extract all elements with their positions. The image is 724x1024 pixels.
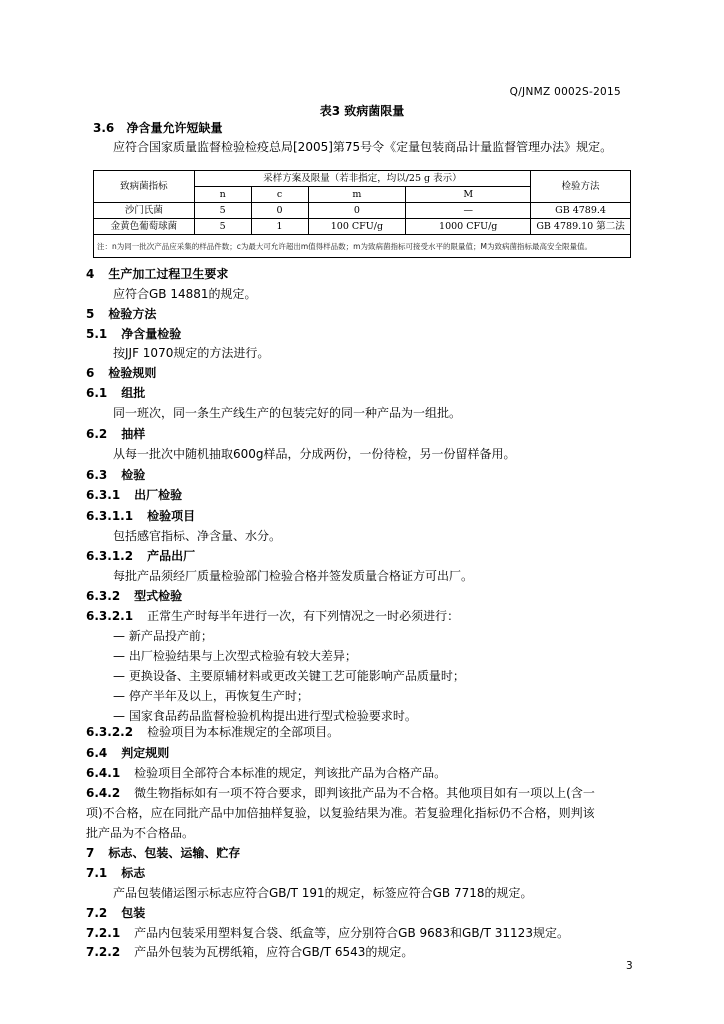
section-number: 6.3.1	[86, 488, 121, 502]
section-title: 净含量允许短缺量	[126, 121, 223, 135]
body-text: 应符合GB 14881的规定。	[113, 287, 257, 301]
section-heading	[86, 845, 240, 861]
body-text: 产品包装储运图示标志应符合GB/T 191的规定，标签应符合GB 7718的规定。	[113, 886, 533, 900]
section-title: 产品出厂	[147, 549, 196, 563]
body-text: 包括感官指标、净含量、水分。	[113, 529, 282, 543]
section-title: 检验规则	[108, 366, 157, 380]
page-number: 3	[626, 960, 633, 972]
clause-text: 正常生产时每半年进行一次，有下列情况之一时必须进行：	[147, 609, 460, 623]
numbered-paragraph	[86, 925, 569, 941]
clause-number: 7.2.1	[86, 926, 121, 940]
section-title: 标志、包装、运输、贮存	[108, 846, 241, 860]
standard-code: Q/JNMZ 0002S-2015	[509, 86, 621, 98]
section-heading	[86, 426, 145, 442]
table-row	[94, 203, 631, 219]
section-heading	[86, 588, 182, 604]
section-number: 6.2	[86, 427, 108, 441]
section-number: 5.1	[86, 327, 108, 341]
cell-name: 金黄色葡萄球菌	[94, 219, 195, 235]
subheader-m: m	[308, 187, 406, 203]
header-method: 检验方法	[531, 171, 631, 203]
section-number: 6.3.1.1	[86, 509, 134, 523]
section-heading	[86, 745, 169, 761]
body-text: — 出厂检验结果与上次型式检验有较大差异；	[113, 649, 357, 663]
section-number: 4	[86, 267, 95, 281]
body-text: 项)不合格，应在同批产品中加倍抽样复验，以复验结果为准。若复验理化指标仍不合格，则判该	[86, 806, 595, 820]
clause-number: 7.2.2	[86, 945, 121, 959]
header-item: 致病菌指标	[94, 171, 195, 203]
cell-n: 5	[194, 219, 251, 235]
cell-m: 0	[308, 203, 406, 219]
clause-text: 产品内包装采用塑料复合袋、纸盒等，应分别符合GB 9683和GB/T 31123规定。	[134, 926, 569, 940]
clause-text: 检验项目全部符合本标准的规定，判该批产品为合格产品。	[134, 766, 447, 780]
section-heading	[86, 306, 156, 322]
section-title: 抽样	[121, 427, 146, 441]
body-text: — 新产品投产前；	[113, 629, 213, 643]
section-title: 检验项目	[147, 509, 196, 523]
section-heading	[86, 905, 145, 921]
clause-number: 6.3.2.1	[86, 609, 134, 623]
section-title: 检验方法	[108, 307, 157, 321]
section-number: 7	[86, 846, 95, 860]
clause-number: 6.3.2.2	[86, 725, 134, 739]
clause-number: 6.4.1	[86, 766, 121, 780]
section-number: 6.3.2	[86, 589, 121, 603]
section-heading	[86, 365, 156, 381]
section-heading	[86, 467, 145, 483]
section-title: 生产加工过程卫生要求	[108, 267, 229, 281]
cell-method: GB 4789.4	[531, 203, 631, 219]
section-heading	[86, 385, 145, 401]
numbered-paragraph	[86, 785, 595, 801]
section-title: 组批	[121, 386, 146, 400]
section-title: 型式检验	[134, 589, 183, 603]
table-row	[94, 219, 631, 235]
subheader-n: n	[194, 187, 251, 203]
body-text: — 停产半年及以上，再恢复生产时；	[113, 689, 309, 703]
numbered-paragraph	[86, 608, 459, 624]
section-heading	[86, 266, 228, 282]
section-number: 6.3	[86, 468, 108, 482]
table-title: 表3 致病菌限量	[319, 104, 405, 118]
subheader-c: c	[251, 187, 308, 203]
section-number: 7.2	[86, 906, 108, 920]
cell-c: 0	[251, 203, 308, 219]
section-heading	[86, 508, 195, 524]
section-number: 7.1	[86, 866, 108, 880]
section-title: 包装	[121, 906, 146, 920]
cell-method: GB 4789.10 第二法	[531, 219, 631, 235]
section-heading	[86, 326, 181, 342]
cell-name: 沙门氏菌	[94, 203, 195, 219]
section-title: 标志	[121, 866, 146, 880]
header-plan: 采样方案及限量（若非指定，均以/25 g 表示）	[194, 171, 530, 187]
body-text: 批产品为不合格品。	[86, 826, 195, 840]
cell-m: 100 CFU/g	[308, 219, 406, 235]
section-3-6-text: 应符合国家质量监督检验检疫总局[2005]第75号令《定量包装商品计量监督管理办法》规定。	[113, 140, 613, 154]
section-title: 判定规则	[121, 746, 170, 760]
table-note: 注：n为同一批次产品应采集的样品件数；c为最大可允许超出m值得样品数；m为致病菌指标可接受水平的限量值；M为致病菌指标最高安全限量值。	[94, 235, 631, 258]
section-title: 检验	[121, 468, 146, 482]
section-heading	[86, 548, 195, 564]
clause-text: 微生物指标如有一项不符合要求，即判该批产品为不合格。其他项目如有一项以上(含一	[134, 786, 595, 800]
section-title: 净含量检验	[121, 327, 182, 341]
body-text: 每批产品须经厂质量检验部门检验合格并签发质量合格证方可出厂。	[113, 569, 474, 583]
section-number: 6	[86, 366, 95, 380]
cell-M: —	[406, 203, 531, 219]
cell-c: 1	[251, 219, 308, 235]
body-text: 按JJF 1070规定的方法进行。	[113, 346, 270, 360]
table-note-row	[94, 235, 631, 258]
body-text: — 更换设备、主要原辅材料或更改关键工艺可能影响产品质量时；	[113, 669, 465, 683]
body-text: 同一班次，同一条生产线生产的包装完好的同一种产品为一组批。	[113, 406, 462, 420]
clause-text: 检验项目为本标准规定的全部项目。	[147, 725, 340, 739]
section-number: 6.3.1.2	[86, 549, 134, 563]
section-number: 3.6	[93, 121, 115, 135]
numbered-paragraph	[86, 724, 339, 740]
clause-text: 产品外包装为瓦楞纸箱，应符合GB/T 6543的规定。	[134, 945, 414, 959]
section-heading	[86, 865, 145, 881]
subheader-M: M	[406, 187, 531, 203]
section-title: 出厂检验	[134, 488, 183, 502]
section-3-6-heading	[93, 120, 222, 136]
cell-n: 5	[194, 203, 251, 219]
clause-number: 6.4.2	[86, 786, 121, 800]
body-text: 从每一批次中随机抽取600g样品，分成两份，一份待检，另一份留样备用。	[113, 447, 516, 461]
numbered-paragraph	[86, 944, 413, 960]
cell-M: 1000 CFU/g	[406, 219, 531, 235]
body-text: — 国家食品药品监督检验机构提出进行型式检验要求时。	[113, 709, 417, 723]
section-number: 5	[86, 307, 95, 321]
table-header-row	[94, 171, 631, 187]
section-heading	[86, 487, 182, 503]
pathogen-limit-table	[93, 170, 631, 258]
section-number: 6.4	[86, 746, 108, 760]
section-number: 6.1	[86, 386, 108, 400]
numbered-paragraph	[86, 765, 446, 781]
